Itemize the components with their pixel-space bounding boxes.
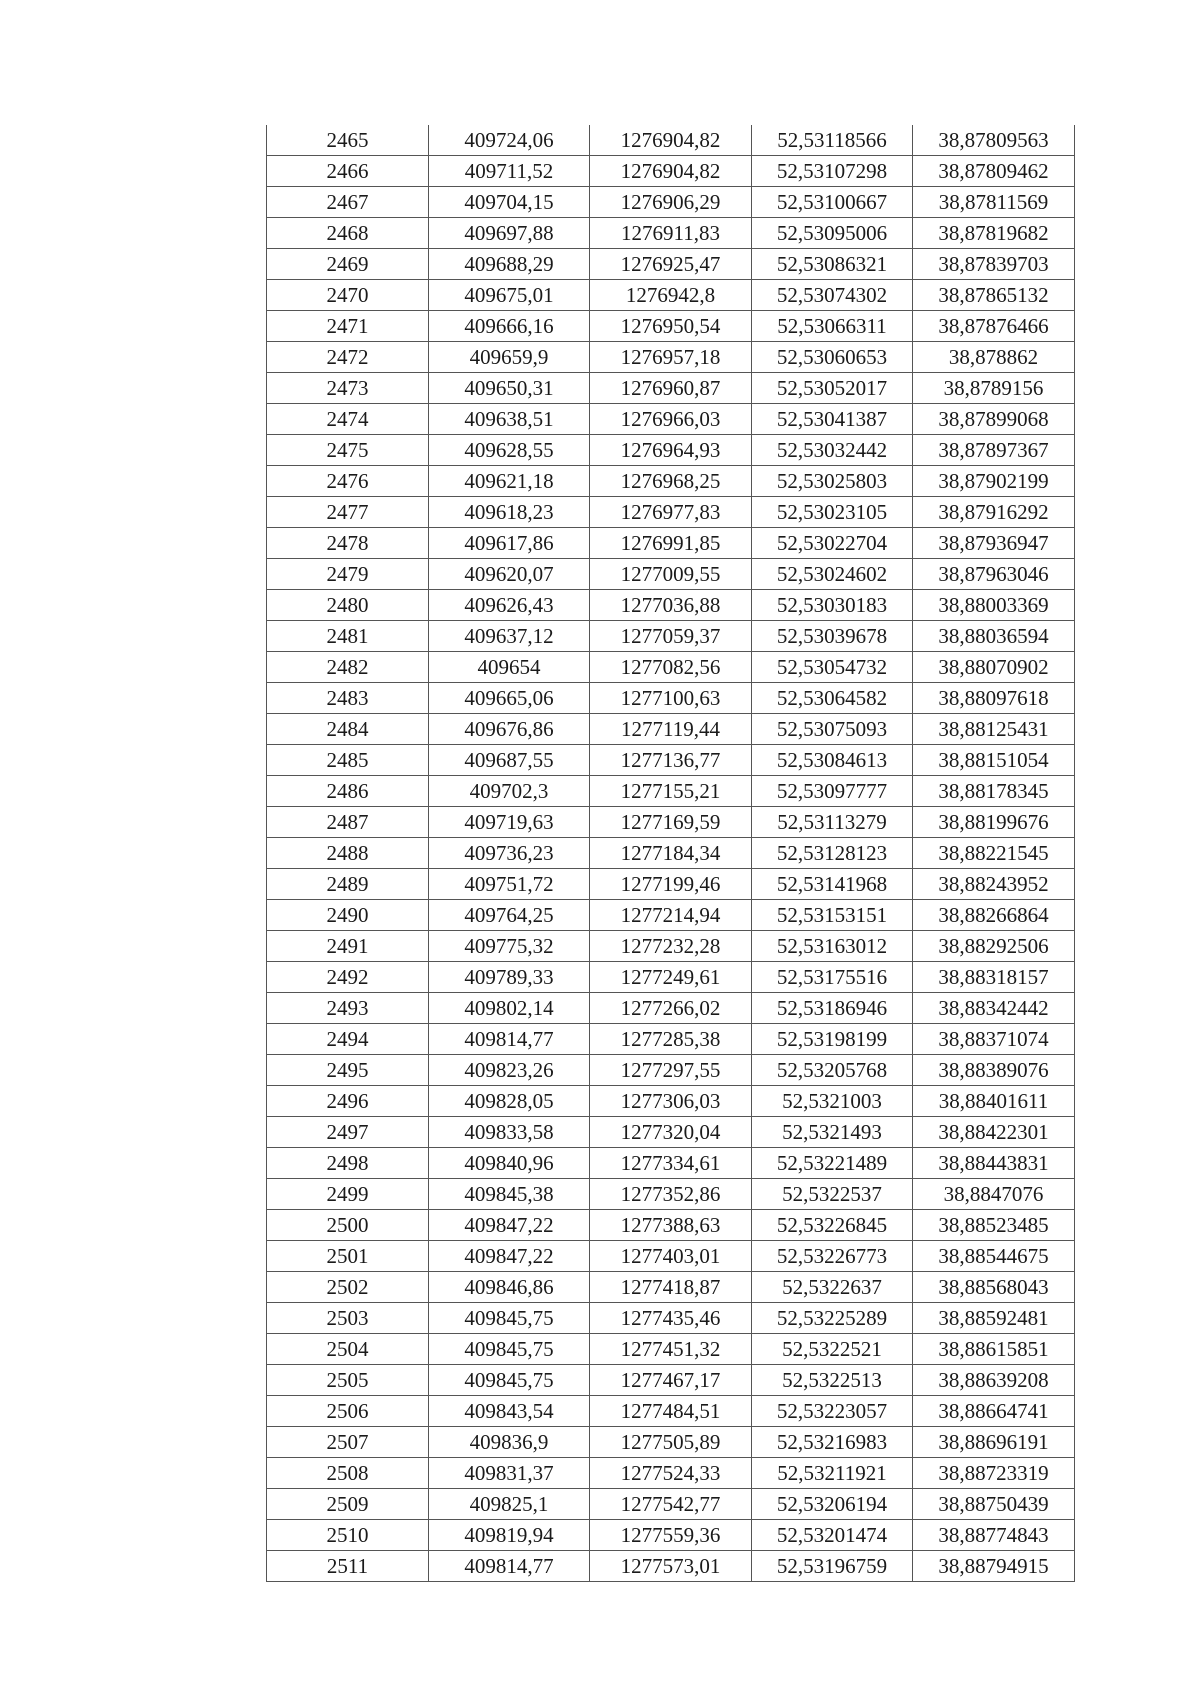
latitude-cell: 52,5322521 (752, 1334, 913, 1365)
longitude-cell: 38,87809462 (913, 156, 1075, 187)
longitude-cell: 38,88664741 (913, 1396, 1075, 1427)
point-number-cell: 2492 (267, 962, 429, 993)
y-coordinate-cell: 1277232,28 (590, 931, 752, 962)
point-number-cell: 2501 (267, 1241, 429, 1272)
longitude-cell: 38,87936947 (913, 528, 1075, 559)
latitude-cell: 52,53153151 (752, 900, 913, 931)
table-row (267, 404, 1075, 435)
longitude-cell: 38,87809563 (913, 125, 1075, 156)
point-number-cell: 2503 (267, 1303, 429, 1334)
longitude-cell: 38,88266864 (913, 900, 1075, 931)
point-number-cell: 2474 (267, 404, 429, 435)
y-coordinate-cell: 1277467,17 (590, 1365, 752, 1396)
latitude-cell: 52,53221489 (752, 1148, 913, 1179)
y-coordinate-cell: 1277484,51 (590, 1396, 752, 1427)
point-number-cell: 2471 (267, 311, 429, 342)
table-row (267, 156, 1075, 187)
point-number-cell: 2500 (267, 1210, 429, 1241)
y-coordinate-cell: 1277155,21 (590, 776, 752, 807)
x-coordinate-cell: 409628,55 (429, 435, 590, 466)
x-coordinate-cell: 409736,23 (429, 838, 590, 869)
x-coordinate-cell: 409836,9 (429, 1427, 590, 1458)
x-coordinate-cell: 409621,18 (429, 466, 590, 497)
longitude-cell: 38,87876466 (913, 311, 1075, 342)
point-number-cell: 2486 (267, 776, 429, 807)
y-coordinate-cell: 1276960,87 (590, 373, 752, 404)
coordinates-table (266, 125, 1075, 1582)
longitude-cell: 38,88178345 (913, 776, 1075, 807)
latitude-cell: 52,5322513 (752, 1365, 913, 1396)
point-number-cell: 2506 (267, 1396, 429, 1427)
y-coordinate-cell: 1277036,88 (590, 590, 752, 621)
y-coordinate-cell: 1277059,37 (590, 621, 752, 652)
point-number-cell: 2485 (267, 745, 429, 776)
latitude-cell: 52,53041387 (752, 404, 913, 435)
table-row (267, 342, 1075, 373)
point-number-cell: 2490 (267, 900, 429, 931)
y-coordinate-cell: 1277199,46 (590, 869, 752, 900)
latitude-cell: 52,5322537 (752, 1179, 913, 1210)
latitude-cell: 52,53205768 (752, 1055, 913, 1086)
x-coordinate-cell: 409846,86 (429, 1272, 590, 1303)
table-row (267, 187, 1075, 218)
longitude-cell: 38,88221545 (913, 838, 1075, 869)
x-coordinate-cell: 409845,38 (429, 1179, 590, 1210)
point-number-cell: 2496 (267, 1086, 429, 1117)
x-coordinate-cell: 409620,07 (429, 559, 590, 590)
table-row (267, 435, 1075, 466)
y-coordinate-cell: 1277119,44 (590, 714, 752, 745)
point-number-cell: 2508 (267, 1458, 429, 1489)
x-coordinate-cell: 409704,15 (429, 187, 590, 218)
y-coordinate-cell: 1276950,54 (590, 311, 752, 342)
latitude-cell: 52,53023105 (752, 497, 913, 528)
x-coordinate-cell: 409687,55 (429, 745, 590, 776)
latitude-cell: 52,53225289 (752, 1303, 913, 1334)
y-coordinate-cell: 1277320,04 (590, 1117, 752, 1148)
x-coordinate-cell: 409618,23 (429, 497, 590, 528)
longitude-cell: 38,88036594 (913, 621, 1075, 652)
latitude-cell: 52,53054732 (752, 652, 913, 683)
x-coordinate-cell: 409637,12 (429, 621, 590, 652)
latitude-cell: 52,53097777 (752, 776, 913, 807)
x-coordinate-cell: 409831,37 (429, 1458, 590, 1489)
point-number-cell: 2505 (267, 1365, 429, 1396)
y-coordinate-cell: 1277184,34 (590, 838, 752, 869)
point-number-cell: 2507 (267, 1427, 429, 1458)
table-row (267, 1520, 1075, 1551)
longitude-cell: 38,87916292 (913, 497, 1075, 528)
point-number-cell: 2479 (267, 559, 429, 590)
x-coordinate-cell: 409840,96 (429, 1148, 590, 1179)
longitude-cell: 38,88723319 (913, 1458, 1075, 1489)
table-row (267, 745, 1075, 776)
longitude-cell: 38,88544675 (913, 1241, 1075, 1272)
x-coordinate-cell: 409802,14 (429, 993, 590, 1024)
point-number-cell: 2484 (267, 714, 429, 745)
point-number-cell: 2476 (267, 466, 429, 497)
longitude-cell: 38,88318157 (913, 962, 1075, 993)
latitude-cell: 52,53030183 (752, 590, 913, 621)
table-row (267, 497, 1075, 528)
y-coordinate-cell: 1277403,01 (590, 1241, 752, 1272)
table-row (267, 1148, 1075, 1179)
x-coordinate-cell: 409845,75 (429, 1303, 590, 1334)
point-number-cell: 2489 (267, 869, 429, 900)
latitude-cell: 52,53201474 (752, 1520, 913, 1551)
point-number-cell: 2511 (267, 1551, 429, 1582)
table-row (267, 931, 1075, 962)
x-coordinate-cell: 409675,01 (429, 280, 590, 311)
point-number-cell: 2467 (267, 187, 429, 218)
longitude-cell: 38,87839703 (913, 249, 1075, 280)
point-number-cell: 2499 (267, 1179, 429, 1210)
longitude-cell: 38,8789156 (913, 373, 1075, 404)
y-coordinate-cell: 1277573,01 (590, 1551, 752, 1582)
table-row (267, 1272, 1075, 1303)
latitude-cell: 52,53226845 (752, 1210, 913, 1241)
point-number-cell: 2482 (267, 652, 429, 683)
table-row (267, 1365, 1075, 1396)
y-coordinate-cell: 1276925,47 (590, 249, 752, 280)
latitude-cell: 52,53039678 (752, 621, 913, 652)
point-number-cell: 2504 (267, 1334, 429, 1365)
table-row (267, 1055, 1075, 1086)
latitude-cell: 52,5321493 (752, 1117, 913, 1148)
point-number-cell: 2483 (267, 683, 429, 714)
latitude-cell: 52,53118566 (752, 125, 913, 156)
point-number-cell: 2477 (267, 497, 429, 528)
longitude-cell: 38,87865132 (913, 280, 1075, 311)
longitude-cell: 38,87819682 (913, 218, 1075, 249)
x-coordinate-cell: 409617,86 (429, 528, 590, 559)
table-row (267, 838, 1075, 869)
y-coordinate-cell: 1277266,02 (590, 993, 752, 1024)
longitude-cell: 38,88342442 (913, 993, 1075, 1024)
y-coordinate-cell: 1276904,82 (590, 156, 752, 187)
x-coordinate-cell: 409789,33 (429, 962, 590, 993)
table-row (267, 1427, 1075, 1458)
y-coordinate-cell: 1276966,03 (590, 404, 752, 435)
y-coordinate-cell: 1277297,55 (590, 1055, 752, 1086)
table-row (267, 249, 1075, 280)
latitude-cell: 52,53216983 (752, 1427, 913, 1458)
longitude-cell: 38,88750439 (913, 1489, 1075, 1520)
point-number-cell: 2487 (267, 807, 429, 838)
latitude-cell: 52,53128123 (752, 838, 913, 869)
x-coordinate-cell: 409847,22 (429, 1210, 590, 1241)
y-coordinate-cell: 1276957,18 (590, 342, 752, 373)
longitude-cell: 38,87902199 (913, 466, 1075, 497)
point-number-cell: 2466 (267, 156, 429, 187)
table-row (267, 683, 1075, 714)
point-number-cell: 2472 (267, 342, 429, 373)
latitude-cell: 52,53052017 (752, 373, 913, 404)
table-row (267, 1396, 1075, 1427)
x-coordinate-cell: 409833,58 (429, 1117, 590, 1148)
x-coordinate-cell: 409751,72 (429, 869, 590, 900)
y-coordinate-cell: 1276991,85 (590, 528, 752, 559)
point-number-cell: 2478 (267, 528, 429, 559)
point-number-cell: 2470 (267, 280, 429, 311)
table-row (267, 621, 1075, 652)
latitude-cell: 52,53223057 (752, 1396, 913, 1427)
table-row (267, 1489, 1075, 1520)
table-row (267, 125, 1075, 156)
point-number-cell: 2465 (267, 125, 429, 156)
y-coordinate-cell: 1277136,77 (590, 745, 752, 776)
latitude-cell: 52,53024602 (752, 559, 913, 590)
latitude-cell: 52,5322637 (752, 1272, 913, 1303)
longitude-cell: 38,88292506 (913, 931, 1075, 962)
x-coordinate-cell: 409665,06 (429, 683, 590, 714)
table-row (267, 1086, 1075, 1117)
point-number-cell: 2502 (267, 1272, 429, 1303)
table-row (267, 652, 1075, 683)
table-row (267, 807, 1075, 838)
x-coordinate-cell: 409697,88 (429, 218, 590, 249)
y-coordinate-cell: 1277285,38 (590, 1024, 752, 1055)
y-coordinate-cell: 1277306,03 (590, 1086, 752, 1117)
longitude-cell: 38,88592481 (913, 1303, 1075, 1334)
x-coordinate-cell: 409828,05 (429, 1086, 590, 1117)
latitude-cell: 52,53113279 (752, 807, 913, 838)
point-number-cell: 2494 (267, 1024, 429, 1055)
point-number-cell: 2488 (267, 838, 429, 869)
latitude-cell: 52,53084613 (752, 745, 913, 776)
longitude-cell: 38,88696191 (913, 1427, 1075, 1458)
latitude-cell: 52,53074302 (752, 280, 913, 311)
point-number-cell: 2510 (267, 1520, 429, 1551)
longitude-cell: 38,87963046 (913, 559, 1075, 590)
x-coordinate-cell: 409676,86 (429, 714, 590, 745)
table-row (267, 528, 1075, 559)
point-number-cell: 2480 (267, 590, 429, 621)
table-row (267, 311, 1075, 342)
longitude-cell: 38,88371074 (913, 1024, 1075, 1055)
longitude-cell: 38,88774843 (913, 1520, 1075, 1551)
table-row (267, 1024, 1075, 1055)
x-coordinate-cell: 409666,16 (429, 311, 590, 342)
latitude-cell: 52,53211921 (752, 1458, 913, 1489)
latitude-cell: 52,53064582 (752, 683, 913, 714)
y-coordinate-cell: 1276968,25 (590, 466, 752, 497)
longitude-cell: 38,878862 (913, 342, 1075, 373)
longitude-cell: 38,88794915 (913, 1551, 1075, 1582)
y-coordinate-cell: 1276911,83 (590, 218, 752, 249)
x-coordinate-cell: 409843,54 (429, 1396, 590, 1427)
point-number-cell: 2491 (267, 931, 429, 962)
y-coordinate-cell: 1277352,86 (590, 1179, 752, 1210)
x-coordinate-cell: 409775,32 (429, 931, 590, 962)
point-number-cell: 2469 (267, 249, 429, 280)
y-coordinate-cell: 1277418,87 (590, 1272, 752, 1303)
point-number-cell: 2481 (267, 621, 429, 652)
point-number-cell: 2495 (267, 1055, 429, 1086)
y-coordinate-cell: 1276977,83 (590, 497, 752, 528)
table-row (267, 1117, 1075, 1148)
table-row (267, 900, 1075, 931)
coordinates-table-body (267, 125, 1075, 1582)
longitude-cell: 38,87899068 (913, 404, 1075, 435)
longitude-cell: 38,88568043 (913, 1272, 1075, 1303)
y-coordinate-cell: 1277559,36 (590, 1520, 752, 1551)
y-coordinate-cell: 1276904,82 (590, 125, 752, 156)
y-coordinate-cell: 1277505,89 (590, 1427, 752, 1458)
y-coordinate-cell: 1277388,63 (590, 1210, 752, 1241)
longitude-cell: 38,88003369 (913, 590, 1075, 621)
x-coordinate-cell: 409719,63 (429, 807, 590, 838)
table-row (267, 776, 1075, 807)
x-coordinate-cell: 409626,43 (429, 590, 590, 621)
x-coordinate-cell: 409711,52 (429, 156, 590, 187)
longitude-cell: 38,88401611 (913, 1086, 1075, 1117)
x-coordinate-cell: 409819,94 (429, 1520, 590, 1551)
table-row (267, 218, 1075, 249)
table-row (267, 869, 1075, 900)
y-coordinate-cell: 1277451,32 (590, 1334, 752, 1365)
table-row (267, 559, 1075, 590)
y-coordinate-cell: 1277214,94 (590, 900, 752, 931)
x-coordinate-cell: 409764,25 (429, 900, 590, 931)
x-coordinate-cell: 409845,75 (429, 1334, 590, 1365)
longitude-cell: 38,88523485 (913, 1210, 1075, 1241)
longitude-cell: 38,88097618 (913, 683, 1075, 714)
x-coordinate-cell: 409814,77 (429, 1024, 590, 1055)
longitude-cell: 38,88639208 (913, 1365, 1075, 1396)
point-number-cell: 2497 (267, 1117, 429, 1148)
x-coordinate-cell: 409845,75 (429, 1365, 590, 1396)
longitude-cell: 38,88443831 (913, 1148, 1075, 1179)
longitude-cell: 38,88070902 (913, 652, 1075, 683)
latitude-cell: 52,53186946 (752, 993, 913, 1024)
table-row (267, 1179, 1075, 1210)
latitude-cell: 52,53107298 (752, 156, 913, 187)
table-row (267, 1551, 1075, 1582)
x-coordinate-cell: 409688,29 (429, 249, 590, 280)
table-row (267, 1210, 1075, 1241)
longitude-cell: 38,88615851 (913, 1334, 1075, 1365)
longitude-cell: 38,88125431 (913, 714, 1075, 745)
latitude-cell: 52,53025803 (752, 466, 913, 497)
latitude-cell: 52,53095006 (752, 218, 913, 249)
longitude-cell: 38,88422301 (913, 1117, 1075, 1148)
y-coordinate-cell: 1277082,56 (590, 652, 752, 683)
latitude-cell: 52,53100667 (752, 187, 913, 218)
longitude-cell: 38,8847076 (913, 1179, 1075, 1210)
point-number-cell: 2509 (267, 1489, 429, 1520)
y-coordinate-cell: 1277542,77 (590, 1489, 752, 1520)
y-coordinate-cell: 1277169,59 (590, 807, 752, 838)
latitude-cell: 52,53086321 (752, 249, 913, 280)
x-coordinate-cell: 409823,26 (429, 1055, 590, 1086)
longitude-cell: 38,87811569 (913, 187, 1075, 218)
table-row (267, 590, 1075, 621)
table-row (267, 280, 1075, 311)
x-coordinate-cell: 409814,77 (429, 1551, 590, 1582)
x-coordinate-cell: 409659,9 (429, 342, 590, 373)
x-coordinate-cell: 409825,1 (429, 1489, 590, 1520)
point-number-cell: 2475 (267, 435, 429, 466)
table-row (267, 1303, 1075, 1334)
y-coordinate-cell: 1276964,93 (590, 435, 752, 466)
y-coordinate-cell: 1277009,55 (590, 559, 752, 590)
y-coordinate-cell: 1277249,61 (590, 962, 752, 993)
latitude-cell: 52,53163012 (752, 931, 913, 962)
table-row (267, 373, 1075, 404)
longitude-cell: 38,88199676 (913, 807, 1075, 838)
point-number-cell: 2498 (267, 1148, 429, 1179)
latitude-cell: 52,53141968 (752, 869, 913, 900)
point-number-cell: 2473 (267, 373, 429, 404)
x-coordinate-cell: 409847,22 (429, 1241, 590, 1272)
table-row (267, 962, 1075, 993)
y-coordinate-cell: 1276942,8 (590, 280, 752, 311)
latitude-cell: 52,53066311 (752, 311, 913, 342)
point-number-cell: 2468 (267, 218, 429, 249)
table-row (267, 1458, 1075, 1489)
latitude-cell: 52,53175516 (752, 962, 913, 993)
y-coordinate-cell: 1277334,61 (590, 1148, 752, 1179)
y-coordinate-cell: 1276906,29 (590, 187, 752, 218)
latitude-cell: 52,53075093 (752, 714, 913, 745)
table-row (267, 993, 1075, 1024)
latitude-cell: 52,5321003 (752, 1086, 913, 1117)
latitude-cell: 52,53022704 (752, 528, 913, 559)
y-coordinate-cell: 1277524,33 (590, 1458, 752, 1489)
longitude-cell: 38,87897367 (913, 435, 1075, 466)
y-coordinate-cell: 1277435,46 (590, 1303, 752, 1334)
longitude-cell: 38,88243952 (913, 869, 1075, 900)
latitude-cell: 52,53060653 (752, 342, 913, 373)
y-coordinate-cell: 1277100,63 (590, 683, 752, 714)
x-coordinate-cell: 409654 (429, 652, 590, 683)
latitude-cell: 52,53198199 (752, 1024, 913, 1055)
longitude-cell: 38,88151054 (913, 745, 1075, 776)
x-coordinate-cell: 409650,31 (429, 373, 590, 404)
x-coordinate-cell: 409638,51 (429, 404, 590, 435)
longitude-cell: 38,88389076 (913, 1055, 1075, 1086)
latitude-cell: 52,53206194 (752, 1489, 913, 1520)
table-row (267, 466, 1075, 497)
table-row (267, 714, 1075, 745)
x-coordinate-cell: 409702,3 (429, 776, 590, 807)
latitude-cell: 52,53196759 (752, 1551, 913, 1582)
table-row (267, 1241, 1075, 1272)
latitude-cell: 52,53032442 (752, 435, 913, 466)
table-row (267, 1334, 1075, 1365)
latitude-cell: 52,53226773 (752, 1241, 913, 1272)
point-number-cell: 2493 (267, 993, 429, 1024)
x-coordinate-cell: 409724,06 (429, 125, 590, 156)
